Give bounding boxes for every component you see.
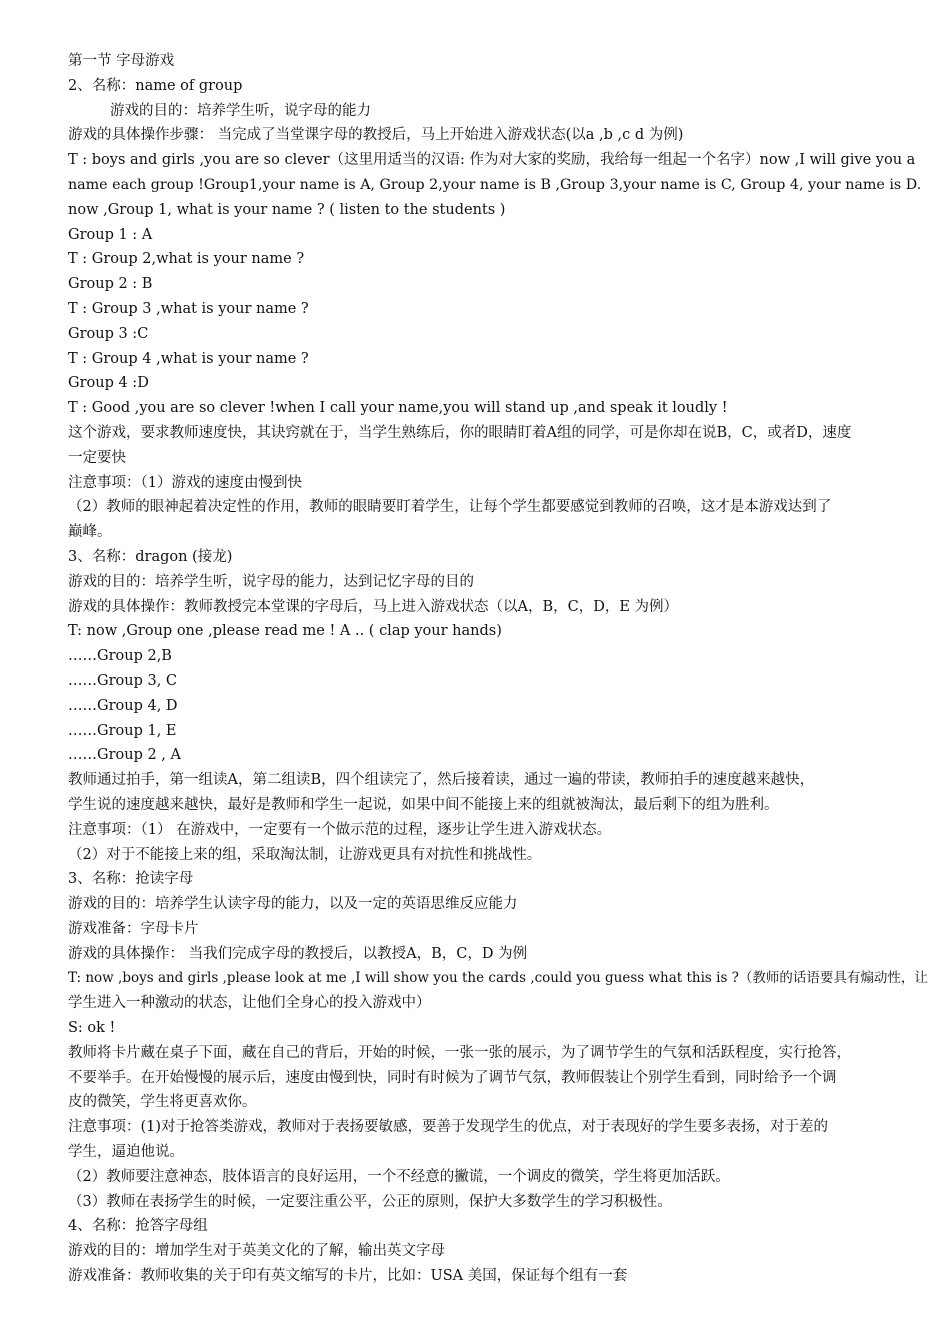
dialogue-line: T: now ,boys and girls ,please look at me ,I will show you the cards ,could you guess what this is ?（教师的话语要具有煽动性，让 bbox=[68, 970, 928, 987]
text-line: now ,Group 1, what is your name ? ( listen to the students ) bbox=[68, 201, 506, 218]
text-line: 一定要快 bbox=[68, 449, 126, 466]
text-line: 游戏的目的：培养学生听，说字母的能力，达到记忆字母的目的 bbox=[68, 573, 474, 590]
notes-line: 巅峰。 bbox=[68, 524, 112, 541]
notes-line: （3）教师在表扬学生的时候，一定要注重公平，公正的原则，保护大多数学生的学习积极性。 bbox=[68, 1193, 672, 1210]
notes-line: （2）对于不能接上来的组，采取淘汰制，让游戏更具有对抗性和挑战性。 bbox=[68, 846, 542, 863]
document-page bbox=[68, 49, 930, 1289]
notes-line: （2）教师要注意神态，肢体语言的良好运用，一个不经意的撇谎，一个调皮的微笑，学生将更加活跃。 bbox=[68, 1168, 730, 1185]
game-title: 4、名称：抢答字母组 bbox=[68, 1218, 208, 1235]
text-line: 游戏的目的：培养学生认读字母的能力，以及一定的英语思维反应能力 bbox=[68, 896, 518, 913]
text-line: 这个游戏，要求教师速度快，其诀窍就在于，当学生熟练后，你的眼睛盯着A组的同学，可是你却在说B，C，或者D，速度 bbox=[68, 424, 852, 441]
notes-line: 注意事项：（1） 在游戏中，一定要有一个做示范的过程，逐步让学生进入游戏状态。 bbox=[68, 821, 612, 838]
text-line: 游戏的具体操作： 当我们完成字母的教授后，以教授A，B，C，D 为例 bbox=[68, 945, 528, 962]
dialogue-line: ……Group 4, D bbox=[68, 697, 178, 714]
dialogue-line: T: now ,Group one ,please read me ! A .. ( clap your hands) bbox=[68, 623, 502, 640]
game-title: 3、名称：dragon (接龙) bbox=[68, 548, 233, 565]
text-line: 游戏的具体操作：教师教授完本堂课的字母后，马上进入游戏状态（以A，B，C，D，E 为例） bbox=[68, 598, 679, 615]
dialogue-line: Group 1 : A bbox=[68, 226, 153, 243]
text-line: 游戏的目的：增加学生对于英美文化的了解，输出英文字母 bbox=[68, 1243, 445, 1260]
text-line: name each group !Group1,your name is A, Group 2,your name is B ,Group 3,your name is C, Group 4, your name is D. bbox=[68, 176, 922, 193]
text-line: 不要举手。在开始慢慢的展示后，速度由慢到快，同时有时候为了调节气氛，教师假装让个别学生看到，同时给予一个调 bbox=[68, 1069, 837, 1086]
notes-line: 学生，逼迫他说。 bbox=[68, 1144, 184, 1161]
dialogue-line: Group 2 : B bbox=[68, 276, 153, 293]
dialogue-line: ……Group 2,B bbox=[68, 648, 172, 665]
text-line: 学生说的速度越来越快，最好是教师和学生一起说，如果中间不能接上来的组就被淘汰，最后剩下的组为胜利。 bbox=[68, 796, 779, 813]
dialogue-line: T : Group 2,what is your name ? bbox=[68, 251, 305, 268]
dialogue-line: ……Group 1, E bbox=[68, 722, 177, 739]
dialogue-line: Group 3 :C bbox=[68, 325, 149, 342]
game-title: 3、名称：抢读字母 bbox=[68, 871, 194, 888]
text-line: T : boys and girls ,you are so clever（这里用适当的汉语: 作为对大家的奖励，我给每一组起一个名字）now ,I will give you a bbox=[68, 152, 916, 169]
text-line: 皮的微笑，学生将更喜欢你。 bbox=[68, 1094, 257, 1111]
dialogue-line: ……Group 3, C bbox=[68, 672, 178, 689]
dialogue-line: ……Group 2 , A bbox=[68, 747, 181, 764]
dialogue-line: T : Group 3 ,what is your name ? bbox=[68, 300, 309, 317]
notes-line: （2）教师的眼神起着决定性的作用，教师的眼睛要盯着学生，让每个学生都要感觉到教师的召唤，这才是本游戏达到了 bbox=[68, 499, 832, 516]
text-line: 学生进入一种激动的状态，让他们全身心的投入游戏中） bbox=[68, 995, 431, 1012]
dialogue-line: T : Good ,you are so clever !when I call your name,you will stand up ,and speak it loudly ! bbox=[68, 400, 728, 417]
text-line: 教师将卡片藏在桌子下面，藏在自己的背后，开始的时候，一张一张的展示，为了调节学生的气氛和活跃程度，实行抢答， bbox=[68, 1044, 851, 1061]
notes-line: 注意事项：（1）游戏的速度由慢到快 bbox=[68, 474, 302, 491]
dialogue-line: S: ok ! bbox=[68, 1020, 116, 1037]
dialogue-line: Group 4 :D bbox=[68, 375, 149, 392]
text-line: 游戏准备：教师收集的关于印有英文缩写的卡片，比如：USA 美国，保证每个组有一套 bbox=[68, 1268, 628, 1285]
notes-line: 注意事项：(1)对于抢答类游戏，教师对于表扬要敏感，要善于发现学生的优点，对于表现好的学生要多表扬，对于差的 bbox=[68, 1119, 829, 1136]
text-line: 游戏的具体操作步骤： 当完成了当堂课字母的教授后，马上开始进入游戏状态(以a ,b ,c d 为例) bbox=[68, 127, 684, 144]
game-title: 2、名称：name of group bbox=[68, 77, 243, 94]
text-line: 游戏的目的：培养学生听，说字母的能力 bbox=[110, 102, 371, 119]
text-line: 游戏准备：字母卡片 bbox=[68, 920, 199, 937]
section-heading: 第一节 字母游戏 bbox=[68, 53, 175, 69]
text-line: 教师通过拍手，第一组读A，第二组读B，四个组读完了，然后接着读，通过一遍的带读，教师拍手的速度越来越快， bbox=[68, 772, 815, 789]
dialogue-line: T : Group 4 ,what is your name ? bbox=[68, 350, 309, 367]
